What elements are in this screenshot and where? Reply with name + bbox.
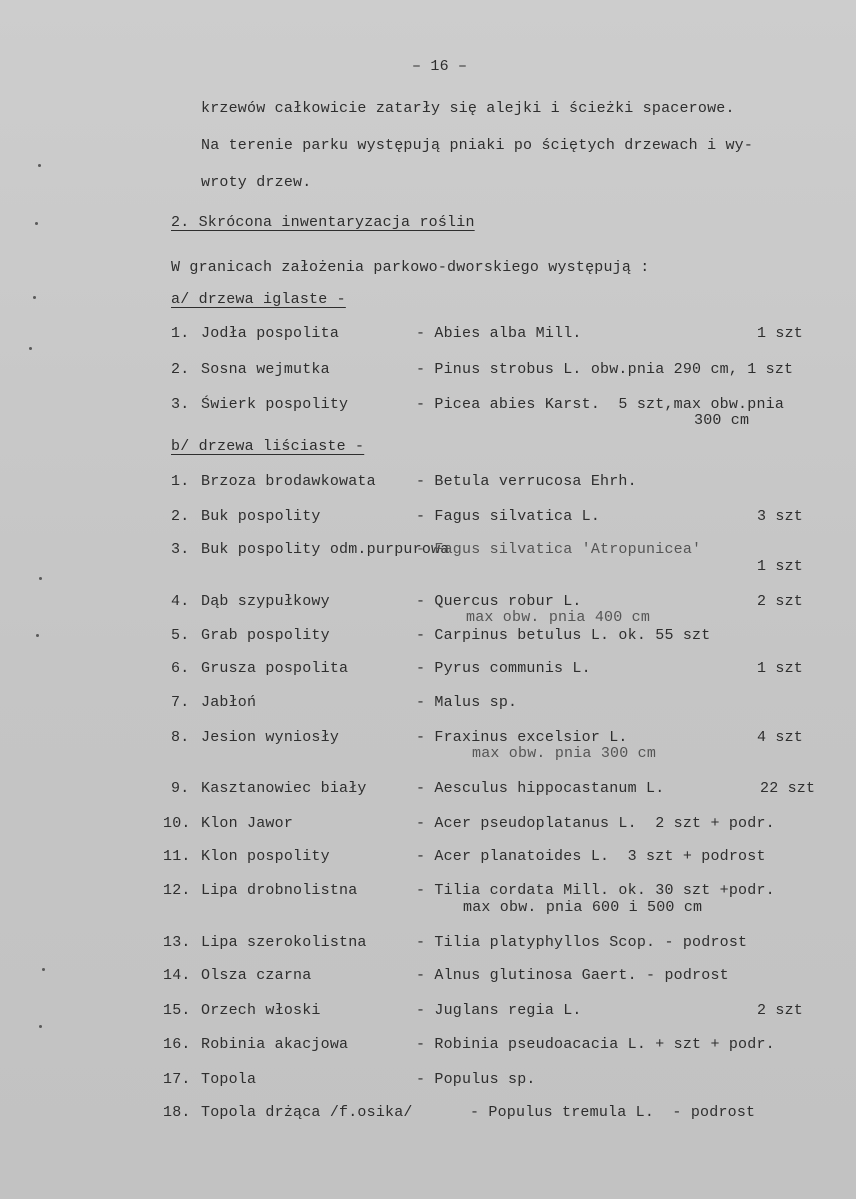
- intro-line: Na terenie parku występują pniaki po ściętych drzewach i wy-: [201, 137, 754, 154]
- item-name: Buk pospolity: [201, 508, 321, 525]
- item-latin: - Pinus strobus L. obw.pnia 290 cm, 1 szt: [416, 361, 794, 378]
- item-latin: - Quercus robur L.: [416, 593, 582, 610]
- item-name: Topola: [201, 1071, 257, 1088]
- item-count: 4 szt: [757, 729, 804, 746]
- item-number: 2.: [171, 508, 190, 525]
- item-latin: - Fraxinus excelsior L.: [416, 729, 628, 746]
- item-latin: - Betula verrucosa Ehrh.: [416, 473, 637, 490]
- item-number: 14.: [163, 967, 191, 984]
- item-number: 3.: [171, 396, 190, 413]
- item-number: 9.: [171, 780, 190, 797]
- item-latin: - Fagus silvatica L.: [416, 508, 601, 525]
- item-name: Grusza pospolita: [201, 660, 349, 677]
- page-number: – 16 –: [412, 58, 468, 75]
- item-latin: - Populus sp.: [416, 1071, 536, 1088]
- item-name: Orzech włoski: [201, 1002, 321, 1019]
- item-latin: - Acer pseudoplatanus L. 2 szt + podr.: [416, 815, 775, 832]
- item-number: 3.: [171, 541, 190, 558]
- item-number: 11.: [163, 848, 191, 865]
- item-count: 1 szt: [757, 325, 804, 342]
- item-name: Jesion wyniosły: [201, 729, 340, 746]
- item-count: 2 szt: [757, 1002, 804, 1019]
- item-count: 1 szt: [757, 660, 804, 677]
- item-latin: - Alnus glutinosa Gaert. - podrost: [416, 967, 729, 984]
- item-name: Brzoza brodawkowata: [201, 473, 376, 490]
- margin-mark: [39, 577, 42, 580]
- item-latin: - Carpinus betulus L. ok. 55 szt: [416, 627, 711, 644]
- item-count: 22 szt: [760, 780, 816, 797]
- item-name: Klon pospolity: [201, 848, 330, 865]
- item-number: 6.: [171, 660, 190, 677]
- item-name: Olsza czarna: [201, 967, 312, 984]
- section-title: 2. Skrócona inwentaryzacja roślin: [171, 214, 475, 231]
- item-name: Robinia akacjowa: [201, 1036, 349, 1053]
- margin-mark: [29, 347, 32, 350]
- item-name: Buk pospolity odm.purpurowa: [201, 541, 450, 558]
- item-number: 8.: [171, 729, 190, 746]
- item-name: Sosna wejmutka: [201, 361, 330, 378]
- item-note: max obw. pnia 300 cm: [472, 745, 657, 762]
- item-latin: - Picea abies Karst. 5 szt,max obw.pnia: [416, 396, 785, 413]
- item-latin: - Juglans regia L.: [416, 1002, 582, 1019]
- item-note: max obw. pnia 600 i 500 cm: [463, 899, 703, 916]
- item-latin: - Acer planatoides L. 3 szt + podrost: [416, 848, 766, 865]
- item-number: 15.: [163, 1002, 191, 1019]
- intro-line: wroty drzew.: [201, 174, 312, 191]
- item-latin: - Tilia platyphyllos Scop. - podrost: [416, 934, 748, 951]
- intro-line: krzewów całkowicie zatarły się alejki i ścieżki spacerowe.: [201, 100, 735, 117]
- margin-mark: [38, 164, 41, 167]
- item-note: max obw. pnia 400 cm: [466, 609, 651, 626]
- item-number: 16.: [163, 1036, 191, 1053]
- item-number: 13.: [163, 934, 191, 951]
- item-number: 17.: [163, 1071, 191, 1088]
- item-latin: - Malus sp.: [416, 694, 518, 711]
- item-name: Jabłoń: [201, 694, 257, 711]
- item-note: 300 cm: [694, 412, 750, 429]
- item-number: 4.: [171, 593, 190, 610]
- group-b-title: b/ drzewa liściaste -: [171, 438, 365, 455]
- group-a-title: a/ drzewa iglaste -: [171, 291, 346, 308]
- item-name: Kasztanowiec biały: [201, 780, 367, 797]
- item-latin: - Populus tremula L. - podrost: [470, 1104, 756, 1121]
- item-name: Lipa drobnolistna: [201, 882, 358, 899]
- item-number: 1.: [171, 325, 190, 342]
- item-name: Dąb szypułkowy: [201, 593, 330, 610]
- item-number: 2.: [171, 361, 190, 378]
- item-count: 2 szt: [757, 593, 804, 610]
- item-latin: - Pyrus communis L.: [416, 660, 591, 677]
- section-intro: W granicach założenia parkowo-dworskiego występują :: [171, 259, 650, 276]
- item-note: 1 szt: [757, 558, 804, 575]
- item-latin: - Aesculus hippocastanum L.: [416, 780, 665, 797]
- item-name: Grab pospolity: [201, 627, 330, 644]
- item-number: 12.: [163, 882, 191, 899]
- item-latin: - Fagus silvatica 'Atropunicea': [416, 541, 702, 558]
- margin-mark: [36, 634, 39, 637]
- item-number: 7.: [171, 694, 190, 711]
- item-number: 18.: [163, 1104, 191, 1121]
- item-latin: - Abies alba Mill.: [416, 325, 582, 342]
- item-name: Topola drżąca /f.osika/: [201, 1104, 413, 1121]
- item-name: Jodła pospolita: [201, 325, 340, 342]
- item-name: Klon Jawor: [201, 815, 294, 832]
- item-latin: - Tilia cordata Mill. ok. 30 szt +podr.: [416, 882, 775, 899]
- item-latin: - Robinia pseudoacacia L. + szt + podr.: [416, 1036, 775, 1053]
- item-number: 1.: [171, 473, 190, 490]
- item-name: Lipa szerokolistna: [201, 934, 367, 951]
- margin-mark: [33, 296, 36, 299]
- item-name: Świerk pospolity: [201, 396, 349, 413]
- margin-mark: [39, 1025, 42, 1028]
- item-count: 3 szt: [757, 508, 804, 525]
- margin-mark: [35, 222, 38, 225]
- item-number: 10.: [163, 815, 191, 832]
- margin-mark: [42, 968, 45, 971]
- item-number: 5.: [171, 627, 190, 644]
